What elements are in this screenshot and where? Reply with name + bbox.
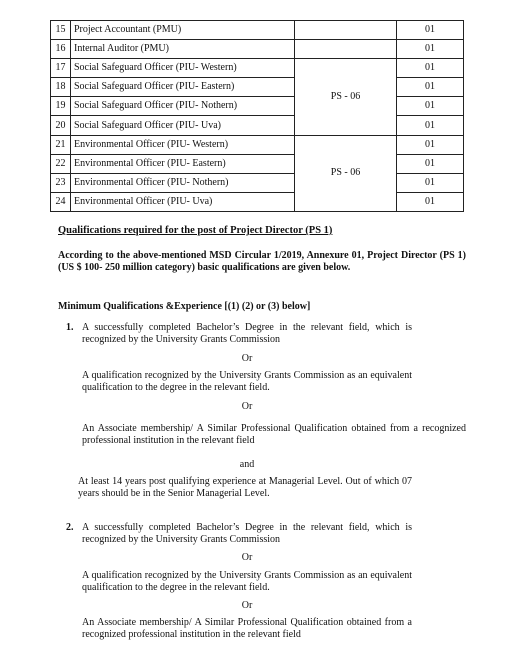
posts-table bbox=[50, 20, 464, 212]
post-name: Social Safeguard Officer (PIU- Nothern) bbox=[71, 97, 295, 116]
post-name: Environmental Officer (PIU- Nothern) bbox=[71, 173, 295, 192]
equivalent-qualification: A qualification recognized by the University Grants Commission as an equivalent qualification to the degree in the relevant field. bbox=[82, 570, 412, 593]
row-number: 18 bbox=[51, 78, 71, 97]
table-row bbox=[51, 78, 464, 97]
post-count: 01 bbox=[397, 192, 464, 211]
experience-requirement: At least 14 years post qualifying experience at Managerial Level. Out of which 07 years should be in the Senior Managerial Level. bbox=[78, 476, 412, 499]
row-number: 19 bbox=[51, 97, 71, 116]
equivalent-qualification: A qualification recognized by the University Grants Commission as an equivalent qualification to the degree in the relevant field. bbox=[82, 370, 412, 393]
post-count: 01 bbox=[397, 59, 464, 78]
or-separator: Or bbox=[241, 600, 253, 611]
table-row bbox=[51, 154, 464, 173]
post-name: Internal Auditor (PMU) bbox=[71, 40, 295, 59]
intro-paragraph: According to the above-mentioned MSD Circular 1/2019, Annexure 01, Project Director (PS 1) (US $ 100- 250 million category) basic qualifications are given below. bbox=[58, 250, 466, 273]
post-name: Environmental Officer (PIU- Western) bbox=[71, 135, 295, 154]
post-count: 01 bbox=[397, 173, 464, 192]
table-row bbox=[51, 116, 464, 135]
minimum-qualifications-title: Minimum Qualifications &Experience [(1) (2) or (3) below] bbox=[58, 301, 311, 312]
row-number: 15 bbox=[51, 21, 71, 40]
post-name: Social Safeguard Officer (PIU- Uva) bbox=[71, 116, 295, 135]
and-separator: and bbox=[239, 459, 255, 470]
table-row bbox=[51, 40, 464, 59]
post-name: Environmental Officer (PIU- Uva) bbox=[71, 192, 295, 211]
table-row bbox=[51, 192, 464, 211]
post-count: 01 bbox=[397, 135, 464, 154]
row-number: 17 bbox=[51, 59, 71, 78]
table-row bbox=[51, 135, 464, 154]
post-count: 01 bbox=[397, 97, 464, 116]
salary-scale-cell bbox=[295, 40, 397, 59]
row-number: 23 bbox=[51, 173, 71, 192]
row-number: 24 bbox=[51, 192, 71, 211]
table-row bbox=[51, 97, 464, 116]
row-number: 16 bbox=[51, 40, 71, 59]
post-count: 01 bbox=[397, 116, 464, 135]
item-number: 2. bbox=[66, 522, 74, 533]
or-separator: Or bbox=[241, 353, 253, 364]
professional-membership: An Associate membership/ A Similar Professional Qualification obtained from a recognized professional institution in the relevant field bbox=[82, 617, 412, 640]
degree-requirement: A successfully completed Bachelor’s Degree in the relevant field, which is recognized by the University Grants Commission bbox=[82, 522, 412, 545]
post-count: 01 bbox=[397, 21, 464, 40]
post-name: Environmental Officer (PIU- Eastern) bbox=[71, 154, 295, 173]
post-name: Social Safeguard Officer (PIU- Western) bbox=[71, 59, 295, 78]
row-number: 20 bbox=[51, 116, 71, 135]
section-heading: Qualifications required for the post of Project Director (PS 1) bbox=[58, 225, 333, 236]
row-number: 21 bbox=[51, 135, 71, 154]
or-separator: Or bbox=[241, 401, 253, 412]
post-name: Social Safeguard Officer (PIU- Eastern) bbox=[71, 78, 295, 97]
salary-scale-cell: PS - 06 bbox=[295, 59, 397, 135]
post-count: 01 bbox=[397, 40, 464, 59]
degree-requirement: A successfully completed Bachelor’s Degree in the relevant field, which is recognized by the University Grants Commission bbox=[82, 322, 412, 345]
table-row bbox=[51, 21, 464, 40]
post-count: 01 bbox=[397, 154, 464, 173]
salary-scale-cell: PS - 06 bbox=[295, 135, 397, 211]
salary-scale-cell bbox=[295, 21, 397, 40]
table-row bbox=[51, 59, 464, 78]
post-count: 01 bbox=[397, 78, 464, 97]
post-name: Project Accountant (PMU) bbox=[71, 21, 295, 40]
row-number: 22 bbox=[51, 154, 71, 173]
table-row bbox=[51, 173, 464, 192]
or-separator: Or bbox=[241, 552, 253, 563]
item-number: 1. bbox=[66, 322, 74, 333]
professional-membership: An Associate membership/ A Similar Professional Qualification obtained from a recognized professional institution in the relevant field bbox=[82, 423, 466, 446]
